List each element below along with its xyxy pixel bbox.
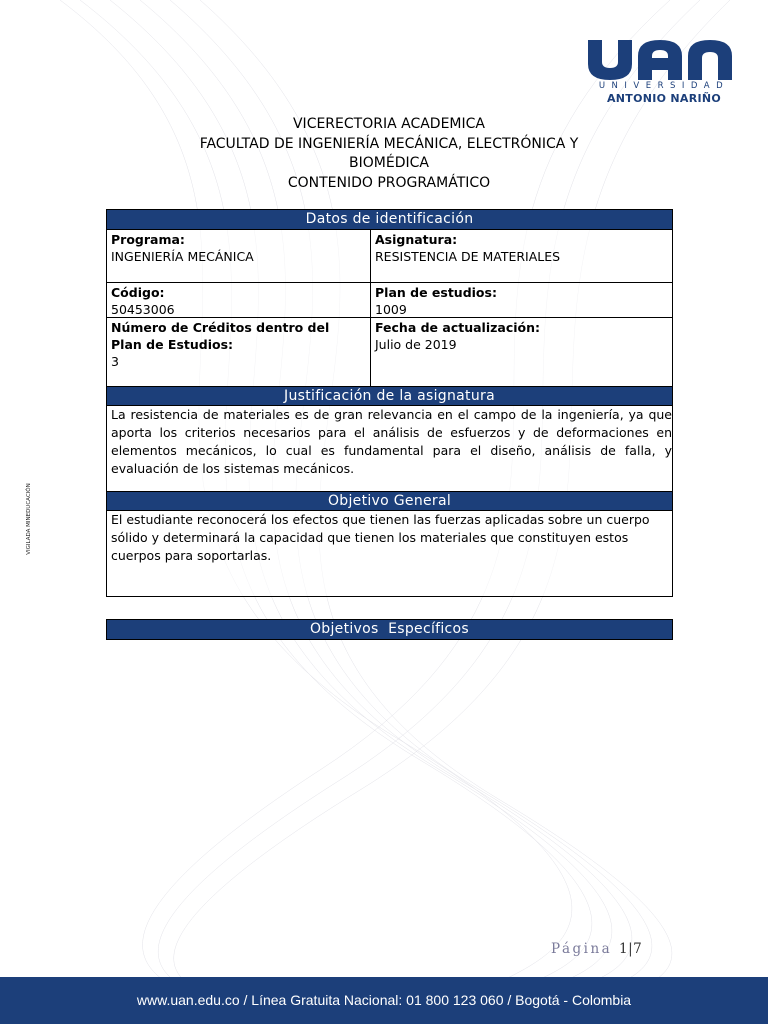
objetivos-especificos-table [106, 619, 673, 640]
logo-text-universidad: UNIVERSIDAD [598, 81, 730, 91]
asignatura-cell [370, 230, 672, 282]
header-line-1: VICERECTORIA ACADEMICA [292, 116, 485, 132]
logo-text-antonio-narino: ANTONIO NARIÑO [606, 92, 722, 105]
fecha-label: Fecha de actualización: [375, 320, 540, 335]
page-word: Página [551, 941, 613, 957]
identification-table [106, 209, 673, 597]
objetivo-general-title: Objetivo General [107, 491, 672, 510]
footer-contact-bar: www.uan.edu.co / Línea Gratuita Nacional: 01 800 123 060 / Bogotá - Colombia [0, 977, 768, 1024]
objetivos-especificos-title: Objetivos Específicos [107, 620, 672, 639]
identification-title: Datos de identificación [107, 210, 672, 229]
codigo-value: 50453006 [111, 302, 175, 317]
header-line-2: FACULTAD DE INGENIERÍA MECÁNICA, ELECTRÓNICA Y [199, 135, 579, 152]
justificacion-text: La resistencia de materiales es de gran relevancia en el campo de la ingeniería, ya que aporta los criterios necesarios para el análisis de esfuerzos y de deformaciones en elementos mecánicos, lo cual es fundamental para el diseño, análisis de falla, y evaluación de los sistemas mecánicos. [107, 405, 672, 491]
creditos-cell [107, 318, 370, 386]
programa-cell [107, 230, 370, 282]
uan-logo [584, 38, 744, 108]
creditos-value: 3 [111, 354, 119, 369]
justificacion-title: Justificación de la asignatura [107, 386, 672, 405]
plan-label: Plan de estudios: [375, 285, 497, 300]
creditos-label-line-1: Número de Créditos dentro del [111, 320, 330, 335]
fecha-cell [370, 318, 672, 386]
asignatura-label: Asignatura: [375, 232, 458, 247]
header-line-3: BIOMÉDICA [349, 155, 429, 171]
codigo-cell [107, 283, 370, 317]
uan-logo-mark [584, 38, 744, 82]
programa-label: Programa: [111, 232, 185, 247]
programa-value: INGENIERÍA MECÁNICA [111, 249, 254, 264]
svg-text:UAN: UAN [584, 38, 587, 39]
asignatura-value: RESISTENCIA DE MATERIALES [375, 249, 561, 264]
plan-cell [370, 283, 672, 317]
vigilada-stamp: VIGILADA MINEDUCACIÓN [26, 483, 32, 555]
table-row [107, 282, 672, 317]
table-row [107, 229, 672, 282]
header-line-4: CONTENIDO PROGRAMÁTICO [287, 174, 491, 191]
objetivo-general-text: El estudiante reconocerá los efectos que tienen las fuerzas aplicadas sobre un cuerpo sólido y determinará la capacidad que tienen los materiales que constituyen estos cuerpos para soportarlas. [107, 510, 672, 596]
creditos-label-line-2: Plan de Estudios: [111, 337, 234, 352]
fecha-value: Julio de 2019 [375, 337, 457, 352]
document-header [106, 115, 672, 193]
page-count: 1|7 [619, 941, 643, 957]
table-row [107, 317, 672, 386]
page-number [551, 941, 642, 957]
plan-value: 1009 [375, 302, 407, 317]
codigo-label: Código: [111, 285, 165, 300]
